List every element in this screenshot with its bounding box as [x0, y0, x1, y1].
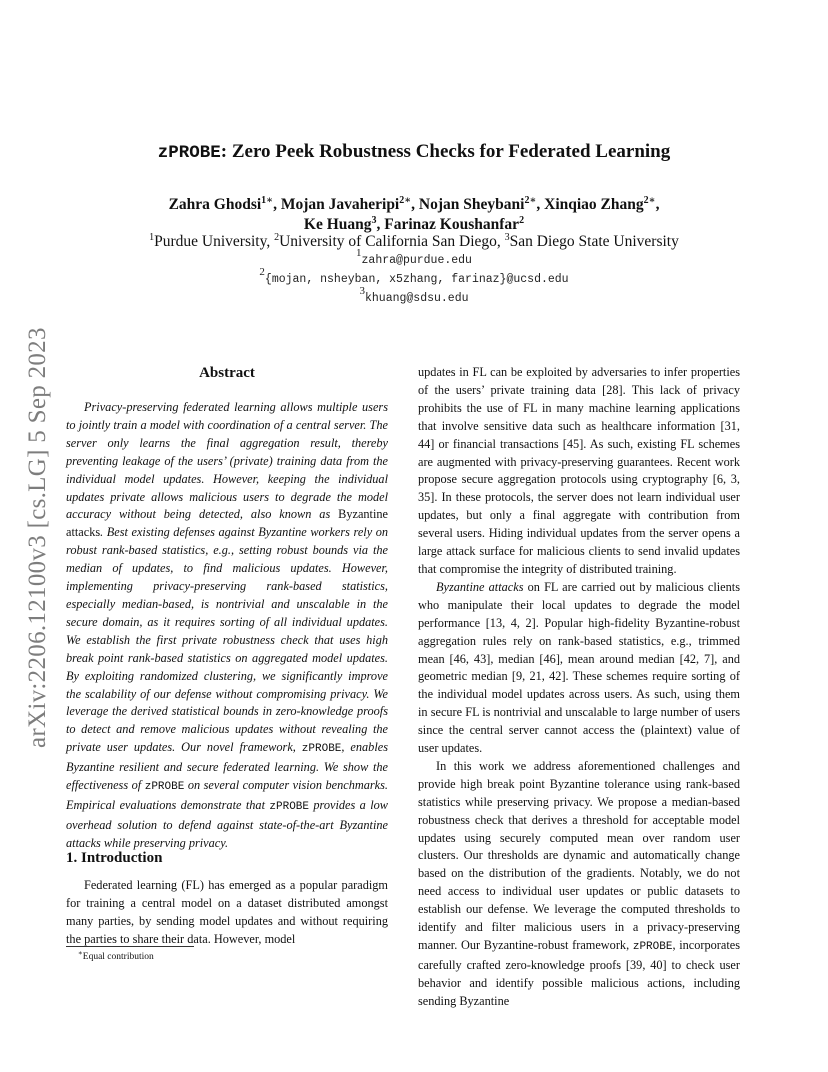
paragraph — [418, 758, 740, 1011]
email-line-3 — [60, 285, 768, 305]
abstract-text: provides a low overhead solution to defend against state-of-the-art Byzantine attacks while preserving privacy. — [66, 797, 388, 850]
author-separator: , — [376, 216, 385, 233]
affiliations — [60, 232, 768, 252]
paragraph-text: In this work we address aforementioned challenges and provide high break point Byzantine tolerance using rank-based statistics while preserving privacy. We propose a median-based robustness check that derives a threshold for acceptable model updates using securely computed mean over random user clusters. Our thresholds are dynamic and automatically change based on the distribution of the gradients. Notably, we do not need access to individual user updates or public datasets to establish our defense. We leverage the computed thresholds to identify and filter malicious users in a privacy-preserving manner. Our Byzantine-robust framework, — [418, 758, 740, 952]
introduction-paragraph: Federated learning (FL) has emerged as a popular paradigm for training a central model on a dataset distributed amongst many parties, by sending model updates and without requiring the parties to share their data. However, model — [66, 878, 388, 946]
author-name: Zahra Ghodsi — [168, 196, 262, 213]
abstract-term: Byzantine attacks — [66, 507, 388, 540]
paragraph-text: , incorporates carefully crafted zero-knowledge proofs [39, 40] to check user behavior and identify possible malicious actions, including sending Byzantine — [418, 938, 740, 1008]
footnote-mark: ∗ — [78, 948, 83, 957]
author-name: Nojan Sheybani — [418, 196, 525, 213]
affil-mark: 3 — [504, 231, 510, 243]
system-name: zPROBE — [144, 781, 185, 794]
author-affil-mark: 2 — [519, 214, 525, 226]
email-address[interactable]: {mojan, nsheyban, x5zhang, farinaz}@ucsd.edu — [264, 273, 569, 286]
affil-mark: 1 — [149, 231, 155, 243]
abstract-text: on several computer vision benchmarks. Empirical evaluations demonstrate that — [66, 778, 388, 812]
email-line-2 — [60, 266, 768, 286]
author-name: Xinqiao Zhang — [544, 196, 644, 213]
footnote-text: Equal contribution — [82, 952, 154, 962]
author-separator: , — [273, 196, 281, 213]
author-name: Mojan Javaheripi — [280, 196, 400, 213]
arxiv-identifier: arXiv:2206.12100v3 [cs.LG] 5 Sep 2023 — [24, 327, 51, 748]
author-affil-mark: 1∗ — [261, 194, 274, 206]
paper-title — [60, 141, 768, 163]
abstract-body — [66, 399, 388, 853]
email-mark: 2 — [259, 266, 265, 279]
author-separator: , — [536, 196, 545, 213]
abstract-text: Privacy-preserving federated learning allows multiple users to jointly train a model with coordination of a central server. The server only learns the final aggregation result, thereby preventing leakage of the users’ (private) training data from the individual model updates. However, keeping the individual updates private allows malicious users to degrade the model accuracy without being detected, also known as — [66, 400, 388, 522]
author-affil-mark: 2∗ — [524, 194, 537, 206]
author-name: Ke Huang — [303, 216, 372, 233]
affiliation: San Diego State University — [509, 233, 679, 250]
author-list — [60, 195, 768, 235]
paragraph-text: on FL are carried out by malicious clients who manipulate their local updates to degrade the model performance [13, 4, 2]. Popular high-fidelity Byzantine-robust aggregation rules rely on rank-based statistics, e.g., trimmed mean [46, 43], median [46], mean around median [42, 7], and geometric median [9, 21, 42]. These schemes require sorting of the individual model updates across users. As such, using them in secure FL is nontrivial and unscalable to large number of users since the central server cannot access the (plaintext) value of user updates. — [418, 579, 740, 756]
email-address[interactable]: zahra@purdue.edu — [361, 254, 472, 267]
right-column — [418, 364, 740, 1011]
abstract-text: . Best existing defenses against Byzantine workers rely on robust rank-based statistics, e.g., setting robust bounds via the median of updates, to find malicious updates. However, implementing privacy-preserving rank-based statistics, especially median-based, is nontrivial and unscalable in the secure domain, as it requires sorting of all individual updates. We establish the first private robustness check that uses high break point rank-based statistics on aggregated model updates. By exploiting randomized clustering, we significantly improve the scalability of our defense without compromising privacy. We leverage the derived statistical bounds in zero-knowledge proofs to detect and remove malicious updates without revealing the private user updates. Our novel framework, — [66, 525, 388, 755]
email-mark: 3 — [359, 285, 365, 298]
paragraph — [418, 579, 740, 758]
emphasis: Byzantine attacks — [436, 579, 524, 594]
footnote-rule — [66, 946, 194, 947]
author-separator: , — [411, 196, 419, 213]
abstract-heading: Abstract — [199, 365, 255, 381]
affiliation: Purdue University, — [154, 233, 275, 250]
author-affil-mark: 2∗ — [399, 194, 412, 206]
paragraph: updates in FL can be exploited by adversaries to infer properties of the users’ private training data [28]. This lack of privacy prohibits the use of FL in many machine learning applications that involve sensitive data such as healthcare information [31, 44] or financial transactions [45]. As such, existing FL schemes are augmented with privacy-preserving guarantees. Recent work propose secure aggregation protocols using cryptography [6, 3, 35]. In these protocols, the server does not learn individual user updates, but only a final aggregate with contribution from several users. Hiding individual updates from the server opens a large attack surface for malicious clients to send invalid updates that compromise the integrity of distributed training. — [418, 365, 740, 576]
system-name: zPROBE — [632, 941, 673, 953]
footnote — [78, 948, 154, 962]
author-affil-mark: 3 — [371, 214, 377, 226]
abstract-text: , enables Byzantine resilient and secure federated learning. We show the effectiveness of — [66, 740, 388, 793]
title-text: : Zero Peek Robustness Checks for Federated Learning — [220, 141, 671, 162]
email-mark: 1 — [356, 247, 362, 260]
author-name: Farinaz Koushanfar — [384, 216, 520, 233]
system-name: zPROBE — [301, 743, 342, 756]
affiliation: University of California San Diego, — [279, 233, 505, 250]
section-heading-introduction: 1. Introduction — [66, 850, 163, 866]
title-system-name: zPROBE — [157, 143, 221, 163]
author-line-1 — [60, 195, 768, 215]
author-separator: , — [655, 196, 660, 213]
affil-mark: 2 — [274, 231, 280, 243]
email-address[interactable]: khuang@sdsu.edu — [364, 292, 469, 305]
email-line-1 — [60, 247, 768, 267]
author-affil-mark: 2∗ — [643, 194, 656, 206]
system-name: zPROBE — [269, 800, 309, 813]
